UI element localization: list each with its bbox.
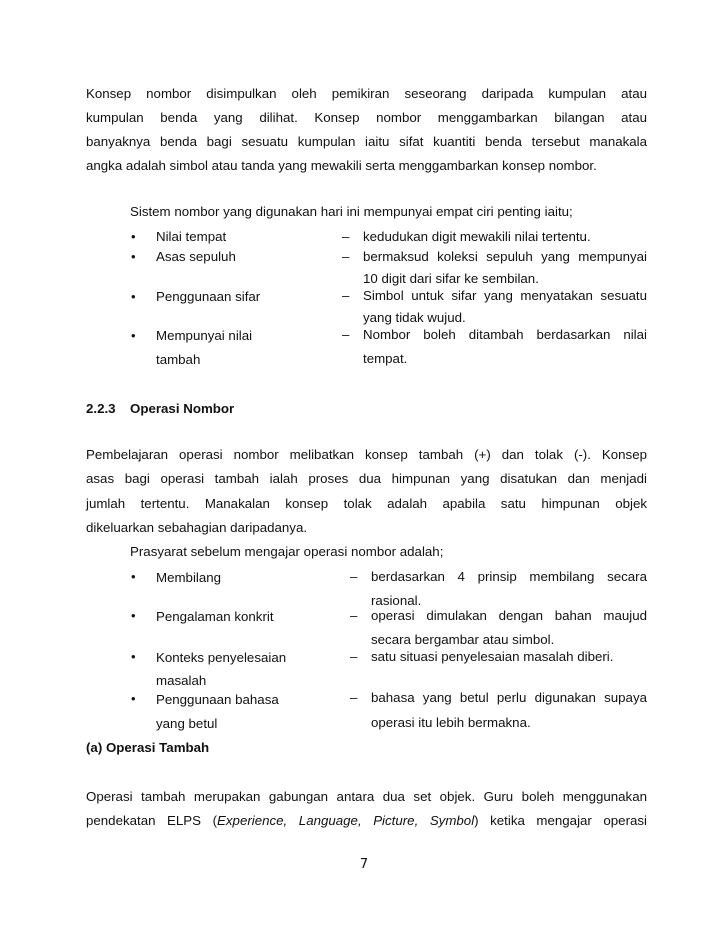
- list2-desc-4a: bahasa yang betul perlu digunakan supaya: [371, 690, 647, 705]
- list1-desc-3b: yang tidak wujud.: [363, 310, 466, 325]
- para3-line-2-post: ) ketika mengajar operasi: [474, 813, 647, 828]
- bullet: •: [131, 249, 136, 264]
- list1-desc-2b: 10 digit dari sifar ke sembilan.: [363, 271, 539, 286]
- para1-line-1: Konsep nombor disimpulkan oleh pemikiran seseorang daripada kumpulan atau: [86, 86, 647, 101]
- list1-desc-2a: bermaksud koleksi sepuluh yang mempunyai: [363, 249, 647, 264]
- bullet: •: [131, 569, 136, 584]
- bullet: •: [131, 649, 136, 664]
- bullet: •: [131, 691, 136, 706]
- list2-desc-1b: rasional.: [371, 593, 422, 608]
- list2-term-4b: yang betul: [156, 716, 218, 731]
- bullet: •: [131, 229, 136, 244]
- dash: –: [350, 690, 358, 705]
- para2-line-3: jumlah tertentu. Manakalan konsep tolak adalah apabila satu himpunan objek: [86, 496, 647, 511]
- dash: –: [350, 649, 358, 664]
- para3-line-2-italic: Experience, Language, Picture, Symbol: [217, 813, 475, 828]
- section-title: Operasi Nombor: [130, 401, 235, 416]
- list2-desc-1a: berdasarkan 4 prinsip membilang secara: [371, 569, 647, 584]
- list1-intro: Sistem nombor yang digunakan hari ini mempunyai empat ciri penting iaitu;: [130, 204, 573, 219]
- bullet: •: [131, 608, 136, 623]
- list1-desc-4a: Nombor boleh ditambah berdasarkan nilai: [363, 327, 647, 342]
- list2-intro: Prasyarat sebelum mengajar operasi nombor adalah;: [130, 544, 444, 559]
- list2-term-3a: Konteks penyelesaian: [156, 650, 287, 665]
- para3-line-2: [86, 813, 647, 829]
- list1-term-4b: tambah: [156, 352, 201, 367]
- list2-desc-2a: operasi dimulakan dengan bahan maujud: [371, 608, 647, 623]
- list2-desc-3a: satu situasi penyelesaian masalah diberi.: [371, 649, 614, 664]
- list2-desc-2b: secara bergambar atau simbol.: [371, 632, 555, 647]
- para2-line-4: dikeluarkan sebahagian daripadanya.: [86, 520, 308, 535]
- list2-term-1: Membilang: [156, 570, 222, 585]
- dash: –: [350, 608, 358, 623]
- list2-term-4a: Penggunaan bahasa: [156, 692, 279, 707]
- dash: –: [342, 249, 350, 264]
- para2-line-2: asas bagi operasi tambah ialah proses dua himpunan yang disatukan dan menjadi: [86, 471, 647, 486]
- dash: –: [350, 569, 358, 584]
- dash: –: [342, 327, 350, 342]
- list1-desc-3a: Simbol untuk sifar yang menyatakan sesuatu: [363, 288, 647, 303]
- page-number: 7: [359, 857, 369, 872]
- list1-desc-4b: tempat.: [363, 351, 408, 366]
- list1-term-1: Nilai tempat: [156, 229, 227, 244]
- bullet: •: [131, 289, 136, 304]
- section-number: 2.2.3: [86, 401, 116, 416]
- para3-line-1: Operasi tambah merupakan gabungan antara dua set objek. Guru boleh menggunakan: [86, 789, 647, 804]
- subheading: (a) Operasi Tambah: [86, 740, 210, 755]
- bullet: •: [131, 328, 136, 343]
- para1-line-3: banyaknya benda bagi sesuatu kumpulan iaitu sifat kuantiti benda tersebut manakala: [86, 134, 647, 149]
- dash: –: [342, 229, 350, 244]
- para1-line-4: angka adalah simbol atau tanda yang mewakili serta menggambarkan konsep nombor.: [86, 158, 597, 173]
- list1-term-2: Asas sepuluh: [156, 249, 236, 264]
- list1-term-4a: Mempunyai nilai: [156, 328, 253, 343]
- list1-desc-1: kedudukan digit mewakili nilai tertentu.: [363, 229, 591, 244]
- para1-line-2: kumpulan benda yang dilihat. Konsep nombor menggambarkan bilangan atau: [86, 110, 647, 125]
- para3-line-2-pre: pendekatan ELPS (: [86, 813, 218, 828]
- list2-term-3b: masalah: [156, 673, 207, 688]
- para2-line-1: Pembelajaran operasi nombor melibatkan konsep tambah (+) dan tolak (-). Konsep: [86, 447, 647, 462]
- dash: –: [342, 288, 350, 303]
- list1-term-3: Penggunaan sifar: [156, 289, 261, 304]
- list2-term-2: Pengalaman konkrit: [156, 609, 274, 624]
- list2-desc-4b: operasi itu lebih bermakna.: [371, 715, 531, 730]
